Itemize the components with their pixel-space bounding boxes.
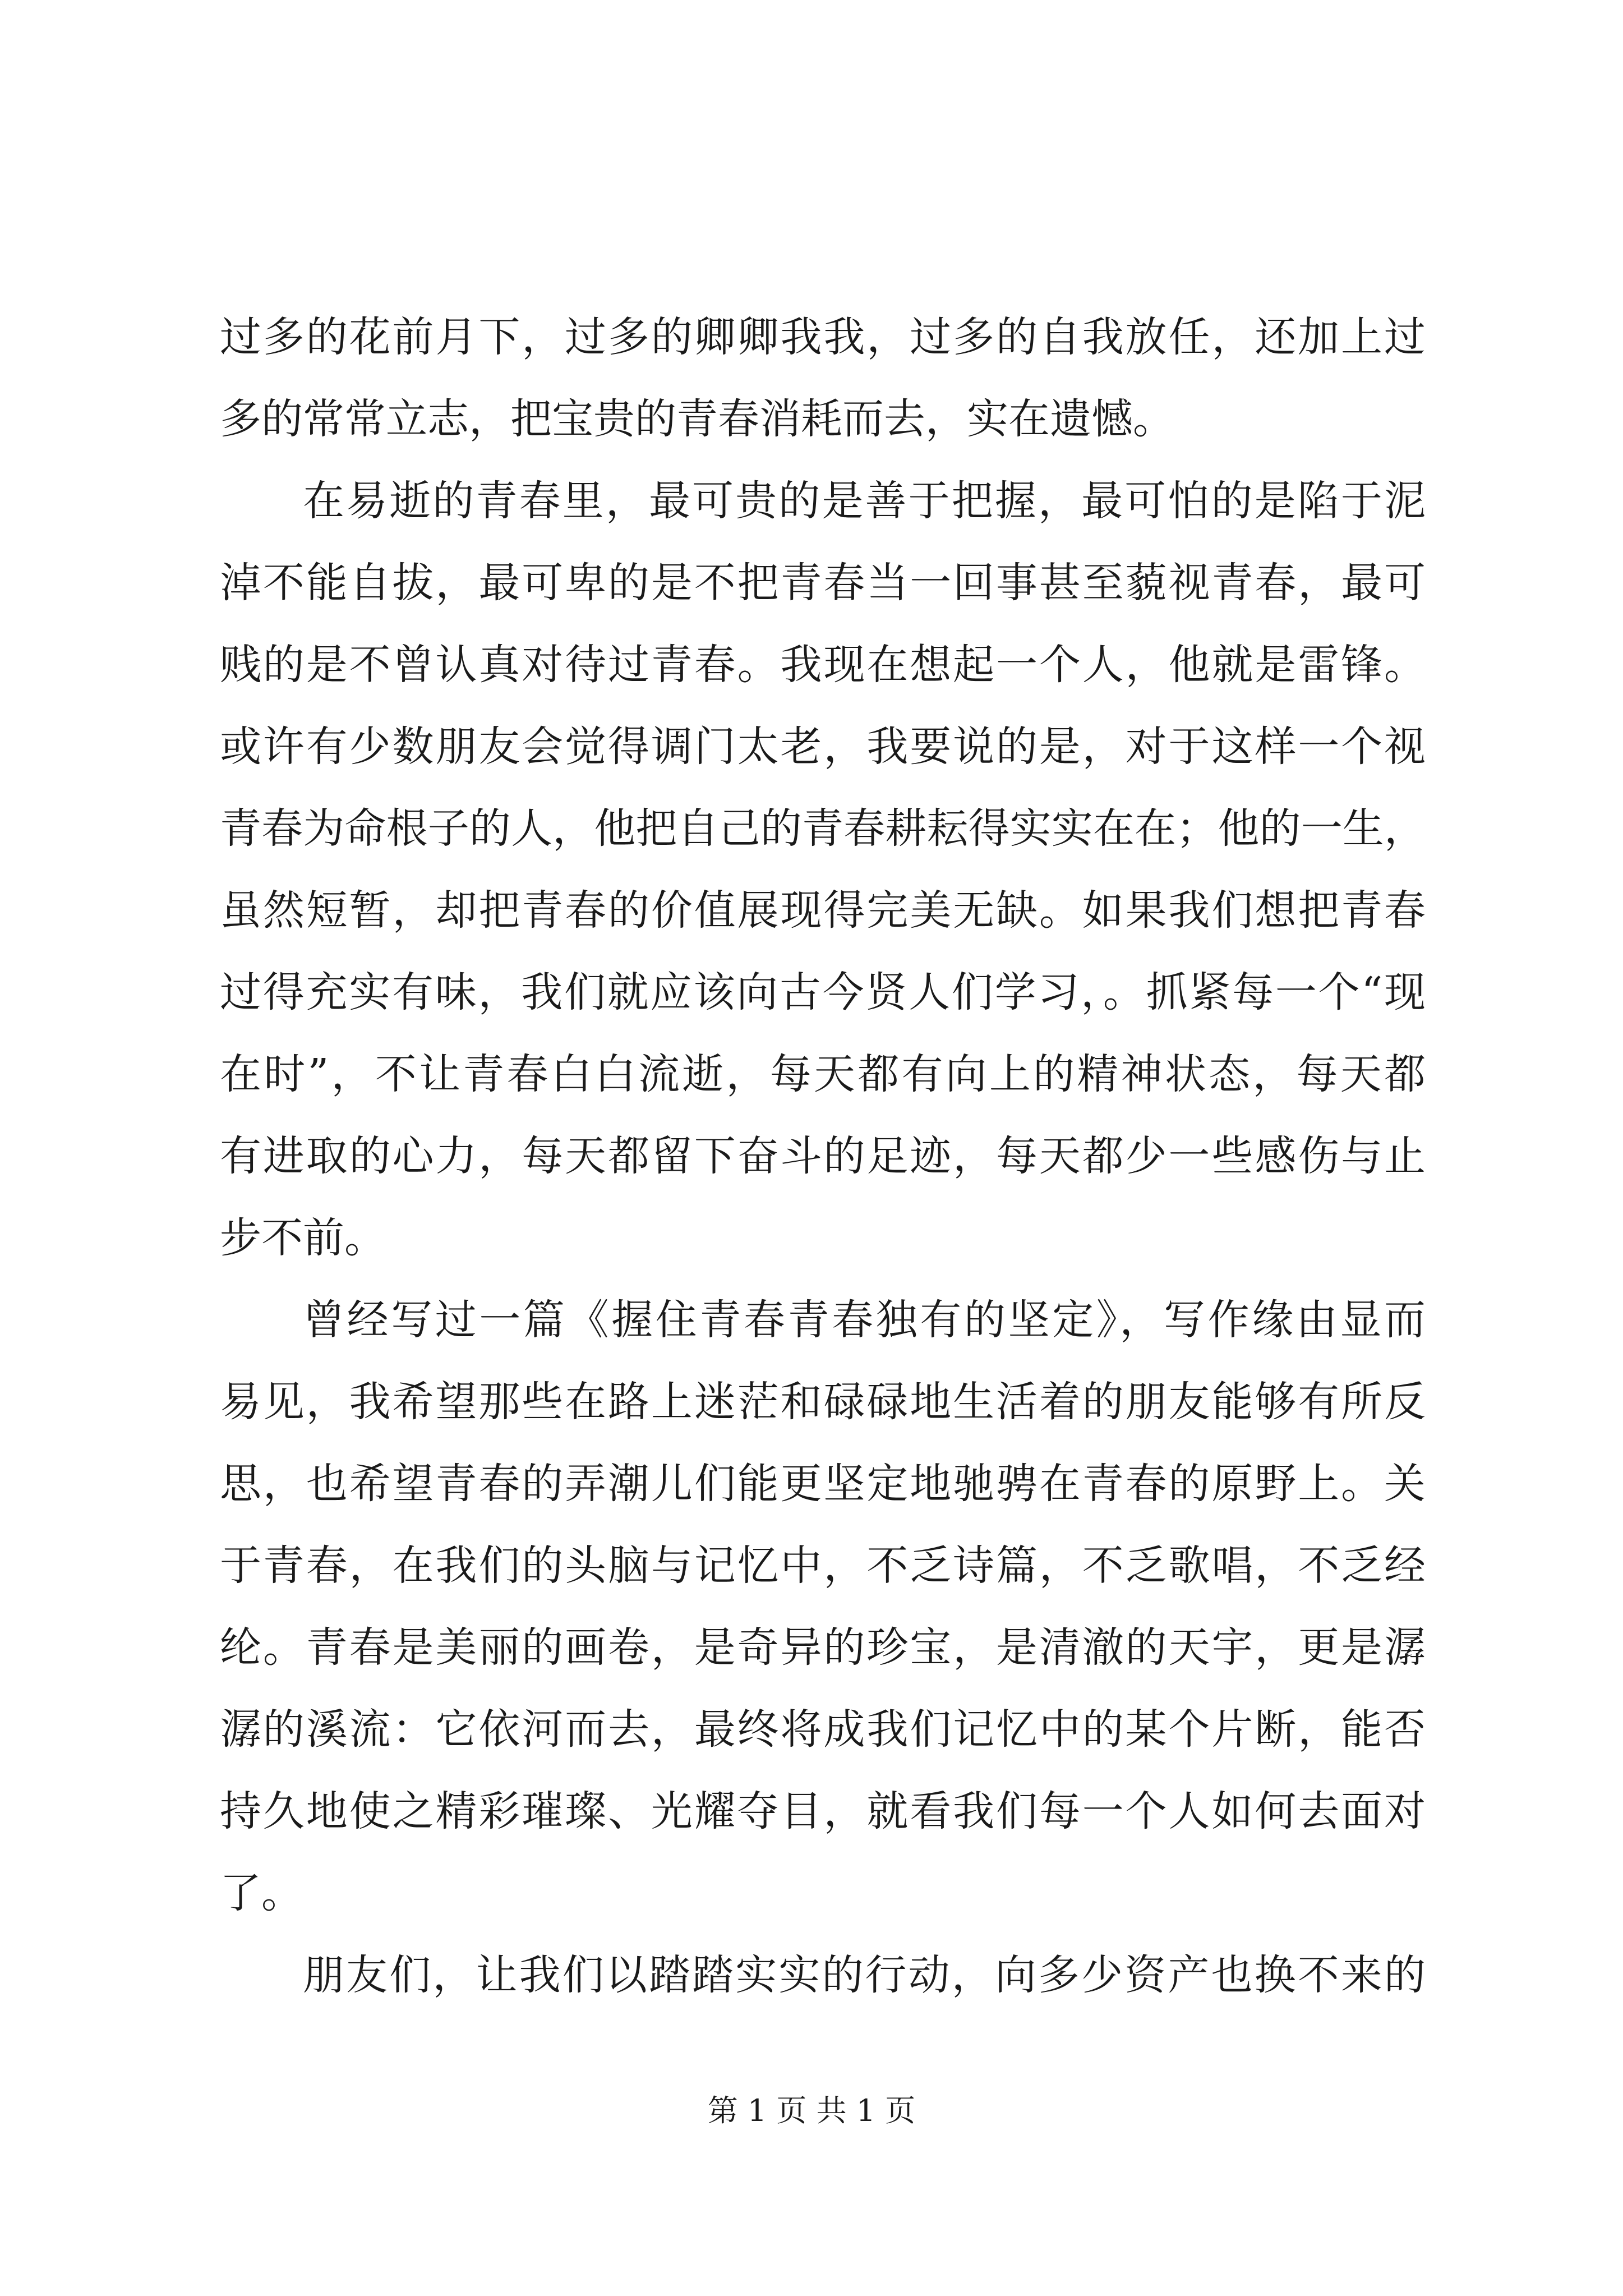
text-line: 在易逝的青春里，最可贵的是善于把握，最可怕的是陷于泥 xyxy=(303,477,1426,525)
text-line: 虽然短暂，却把青春的价值展现得完美无缺。如果我们想把青春 xyxy=(220,886,1426,935)
page-footer xyxy=(0,2087,1623,2130)
text-line: 思，也希望青春的弄潮儿们能更坚定地驰骋在青春的原野上。关 xyxy=(220,1460,1426,1508)
document-body xyxy=(220,296,1426,2016)
text-line: 曾经写过一篇《握住青春青春独有的坚定》，写作缘由显而 xyxy=(303,1296,1426,1344)
text-line: 朋友们，让我们以踏踏实实的行动，向多少资产也换不来的 xyxy=(303,1951,1426,1999)
text-line: 潺的溪流：它依河而去，最终将成我们记忆中的某个片断，能否 xyxy=(220,1705,1426,1754)
text-line: 纶。青春是美丽的画卷，是奇异的珍宝，是清澈的天宇，更是潺 xyxy=(220,1623,1426,1672)
page-number-label: 第 1 页 共 1 页 xyxy=(707,2093,916,2128)
text-line: 过得充实有味，我们就应该向古今贤人们学习，。抓紧每一个“现 xyxy=(220,968,1426,1016)
text-line: 青春为命根子的人，他把自己的青春耕耘得实实在在；他的一生， xyxy=(220,804,1426,853)
text-line: 过多的花前月下，过多的卿卿我我，过多的自我放任，还加上过 xyxy=(220,313,1426,361)
text-line: 多的常常立志，把宝贵的青春消耗而去，实在遗憾。 xyxy=(220,395,1174,443)
text-line: 在时”，不让青春白白流逝，每天都有向上的精神状态，每天都 xyxy=(220,1050,1426,1098)
text-line: 易见，我希望那些在路上迷茫和碌碌地生活着的朋友能够有所反 xyxy=(220,1378,1426,1426)
text-line: 有进取的心力，每天都留下奋斗的足迹，每天都少一些感伤与止 xyxy=(220,1132,1426,1180)
text-line: 贱的是不曾认真对待过青春。我现在想起一个人，他就是雷锋。 xyxy=(220,641,1426,689)
text-line: 于青春，在我们的头脑与记忆中，不乏诗篇，不乏歌唱，不乏经 xyxy=(220,1542,1426,1590)
text-line: 或许有少数朋友会觉得调门太老，我要说的是，对于这样一个视 xyxy=(220,723,1426,771)
text-line: 持久地使之精彩璀璨、光耀夺目，就看我们每一个人如何去面对 xyxy=(220,1787,1426,1835)
text-line: 了。 xyxy=(220,1869,303,1917)
text-line: 淖不能自拔，最可卑的是不把青春当一回事甚至藐视青春，最可 xyxy=(220,559,1426,607)
text-line: 步不前。 xyxy=(220,1214,386,1262)
